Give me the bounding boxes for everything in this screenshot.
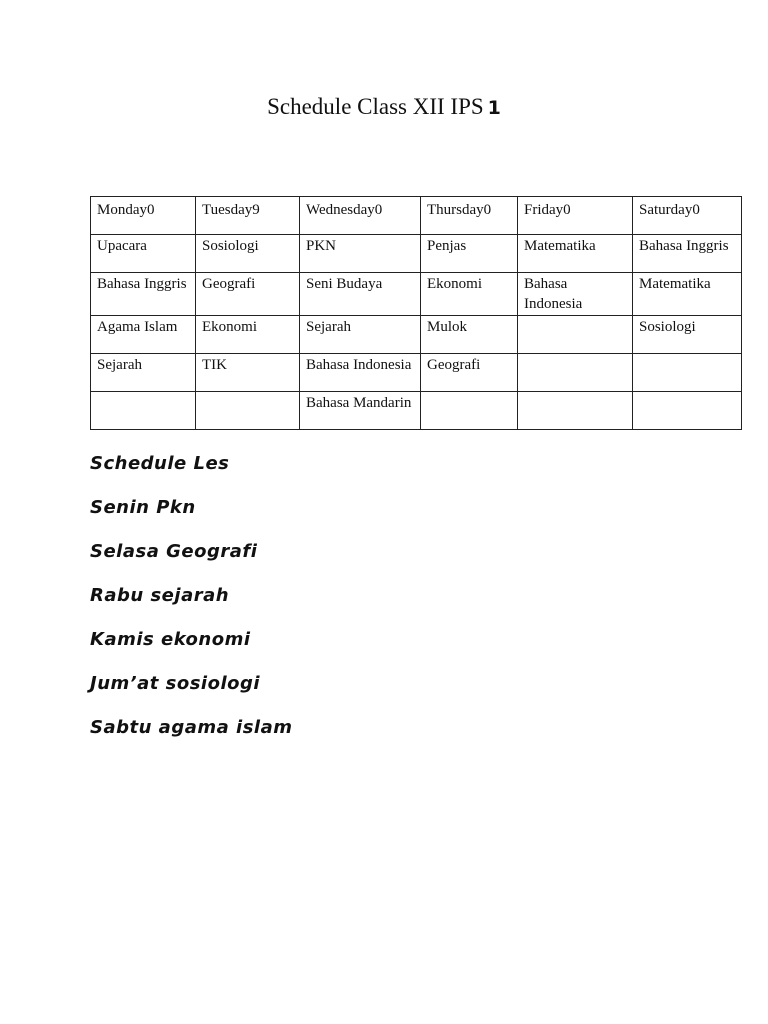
- table-cell: Bahasa Mandarin: [300, 392, 421, 430]
- table-cell: Matematika: [518, 235, 633, 273]
- table-cell: Sosiologi: [196, 235, 300, 273]
- les-item-rabu: Rabu sejarah: [90, 585, 230, 606]
- table-cell: [196, 392, 300, 430]
- header-saturday: Saturday0: [633, 197, 742, 235]
- table-cell: Bahasa Inggris: [91, 273, 196, 316]
- page-title-text: Schedule Class XII IPS: [267, 94, 484, 119]
- table-cell: Upacara: [91, 235, 196, 273]
- table-cell: Ekonomi: [421, 273, 518, 316]
- table-row: [91, 316, 742, 354]
- table-cell: Agama Islam: [91, 316, 196, 354]
- les-schedule: [90, 450, 292, 758]
- les-item-jumat: Jum’at sosiologi: [90, 673, 261, 694]
- table-cell: [91, 392, 196, 430]
- table-cell: Bahasa Indonesia: [300, 354, 421, 392]
- table-row: [91, 273, 742, 316]
- page-title-number: 1: [487, 97, 501, 119]
- table-cell: [518, 354, 633, 392]
- header-thursday: Thursday0: [421, 197, 518, 235]
- les-item-senin: Senin Pkn: [90, 497, 196, 518]
- les-item-selasa: Selasa Geografi: [90, 541, 258, 562]
- table-cell: Geografi: [196, 273, 300, 316]
- table-cell: Sejarah: [91, 354, 196, 392]
- header-wednesday: Wednesday0: [300, 197, 421, 235]
- table-cell: Bahasa Indonesia: [518, 273, 633, 316]
- header-monday: Monday0: [91, 197, 196, 235]
- table-cell: TIK: [196, 354, 300, 392]
- table-header-row: [91, 197, 742, 235]
- header-tuesday: Tuesday9: [196, 197, 300, 235]
- table-cell: Penjas: [421, 235, 518, 273]
- table-cell: [518, 392, 633, 430]
- table-cell: [518, 316, 633, 354]
- table-row: [91, 354, 742, 392]
- table-cell: Sejarah: [300, 316, 421, 354]
- les-item-sabtu: Sabtu agama islam: [90, 717, 293, 738]
- table-cell: Seni Budaya: [300, 273, 421, 316]
- table-cell: PKN: [300, 235, 421, 273]
- table-cell: Ekonomi: [196, 316, 300, 354]
- table-row: [91, 392, 742, 430]
- table-cell: Matematika: [633, 273, 742, 316]
- table-cell: Bahasa Inggris: [633, 235, 742, 273]
- schedule-table: [90, 196, 742, 430]
- table-cell: [633, 392, 742, 430]
- table-cell: [421, 392, 518, 430]
- page-title: [0, 92, 768, 123]
- table-cell: [633, 354, 742, 392]
- table-cell: Geografi: [421, 354, 518, 392]
- table-row: [91, 235, 742, 273]
- les-item-kamis: Kamis ekonomi: [90, 629, 251, 650]
- table-cell: Mulok: [421, 316, 518, 354]
- header-friday: Friday0: [518, 197, 633, 235]
- les-heading: Schedule Les: [90, 453, 230, 474]
- table-cell: Sosiologi: [633, 316, 742, 354]
